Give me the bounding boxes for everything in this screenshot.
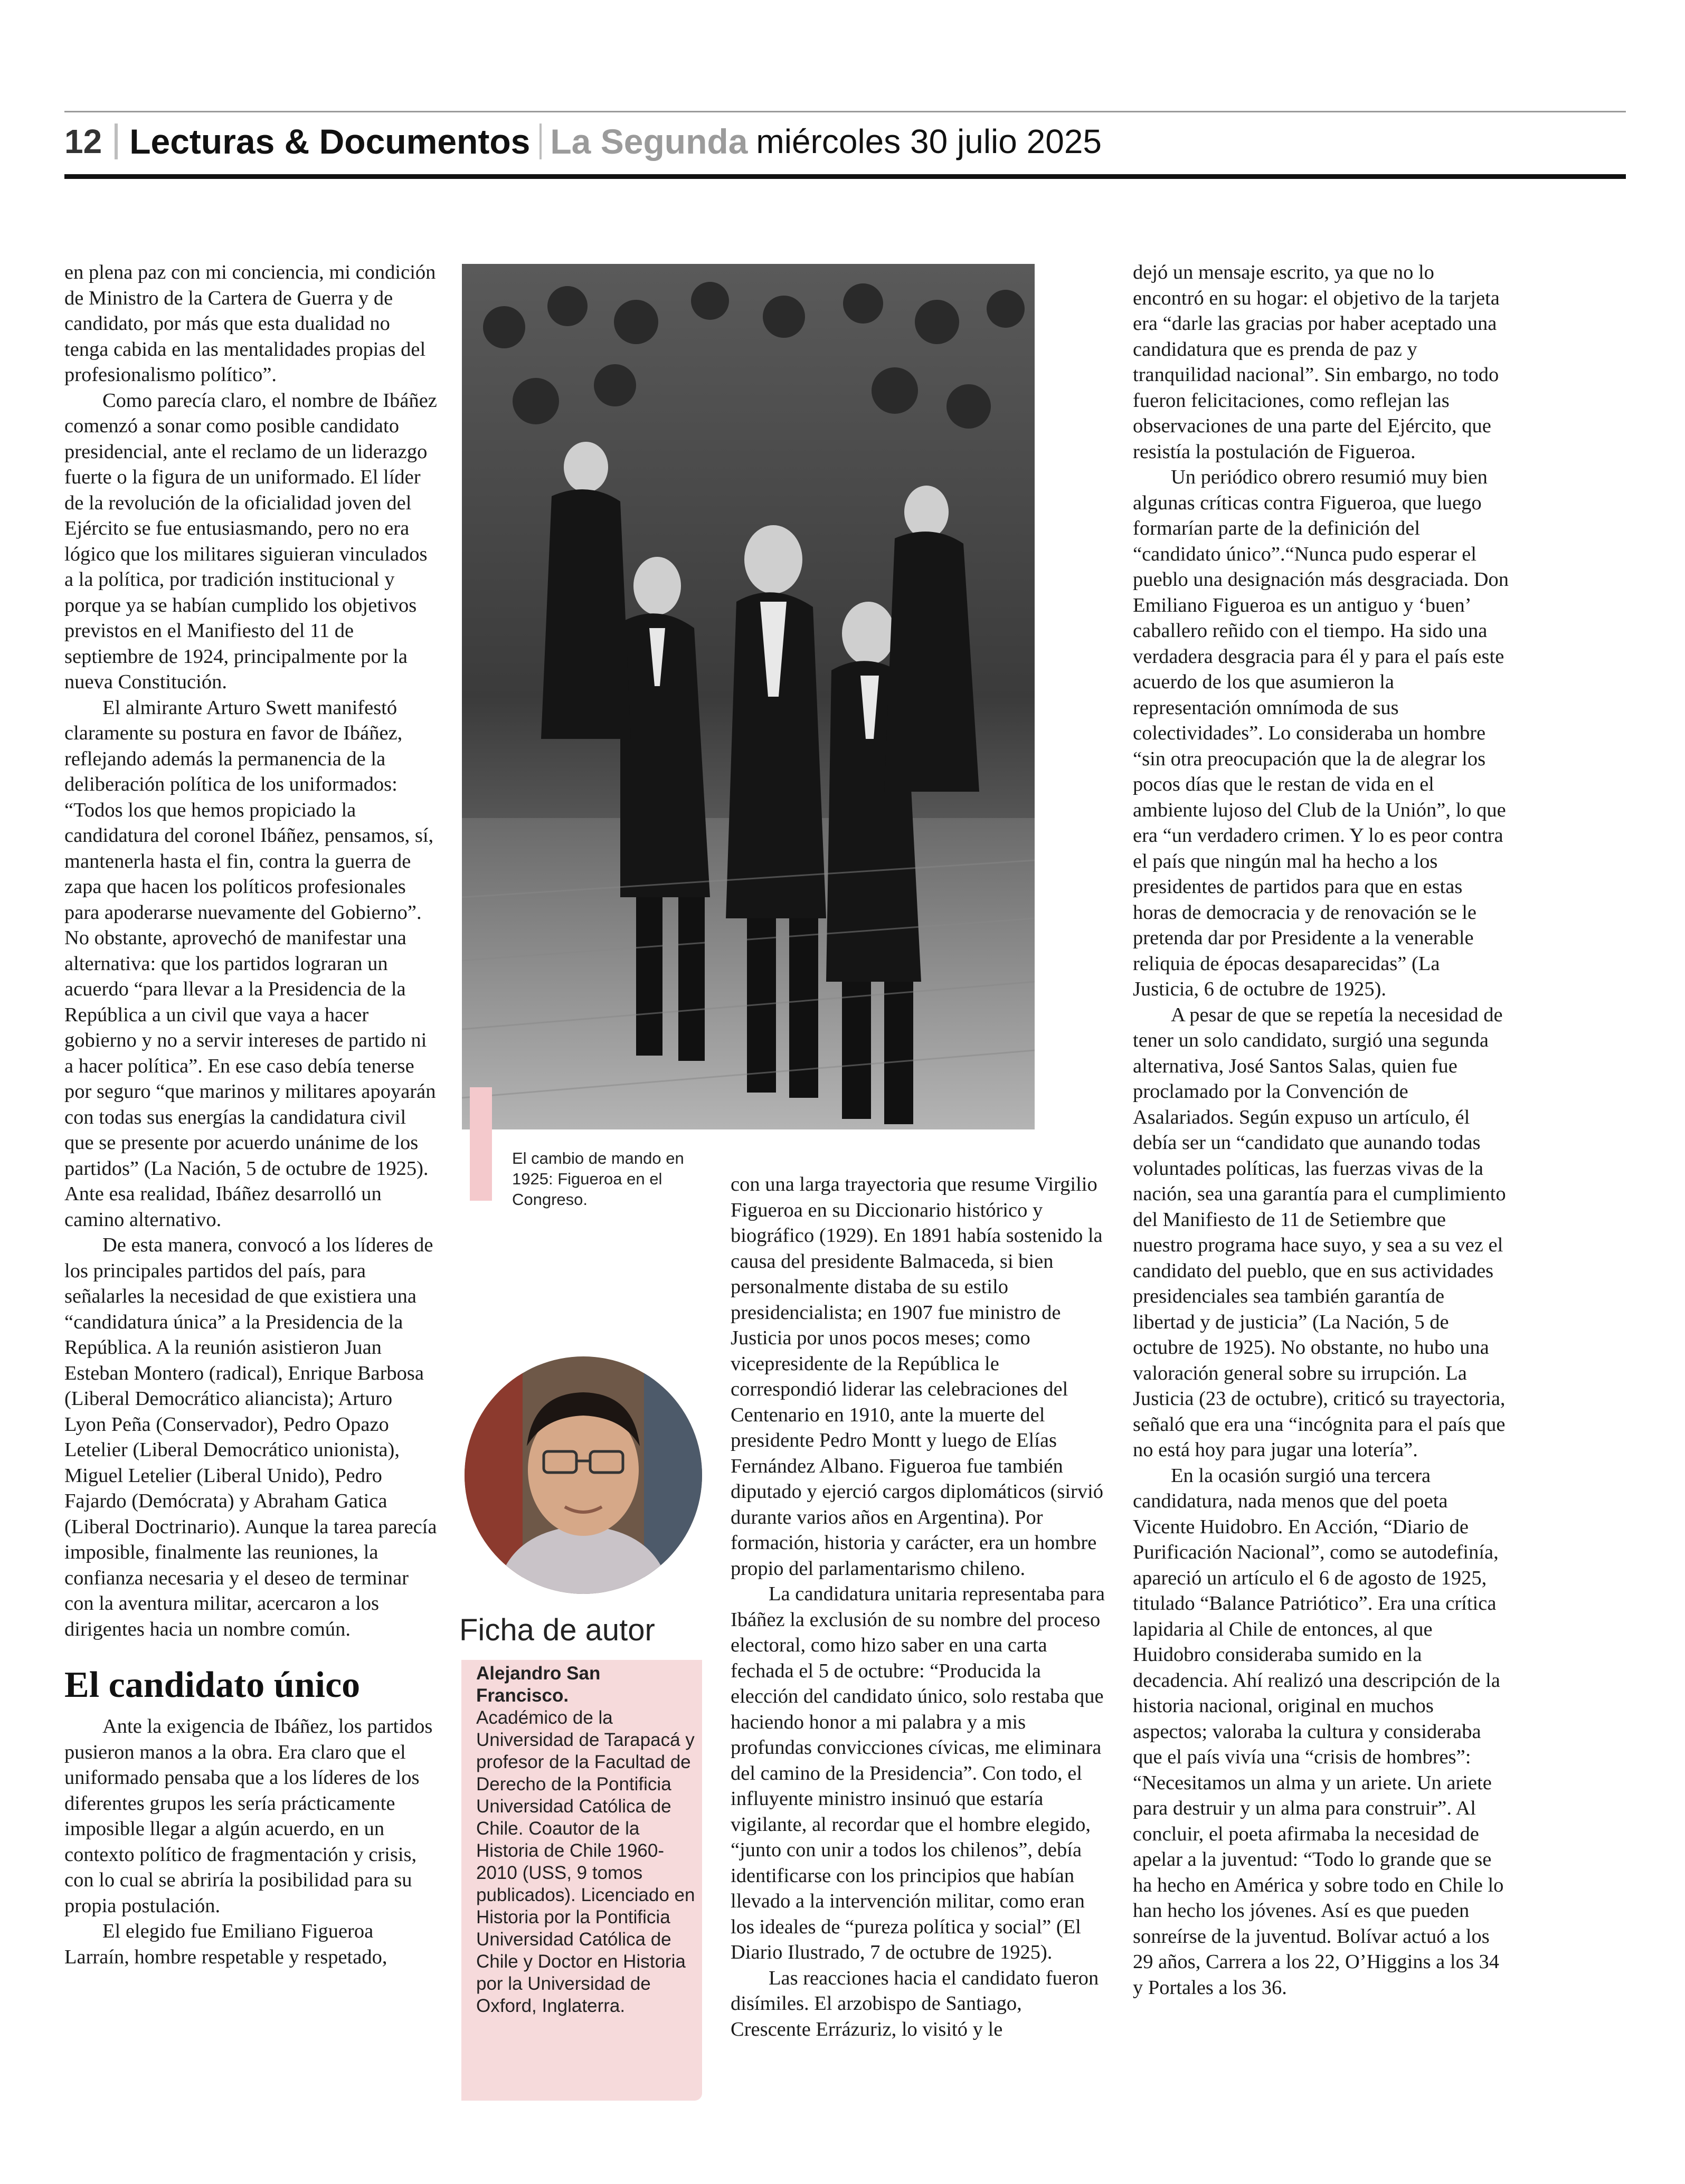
historical-photo — [462, 264, 1035, 1129]
page-header — [64, 116, 1626, 167]
page-number: 12 — [64, 122, 102, 160]
caption-accent — [470, 1087, 492, 1201]
author-box-title: Ficha de autor — [459, 1613, 655, 1647]
paragraph: A pesar de que se repetía la necesidad de tener un solo candidato, surgió una segunda alternativa, José Santos Salas, quien fue proclamado por la Convención de Asalariados. Según expuso un artículo, él debía ser un “candidato que aunando todas voluntades políticas, las fuerzas vivas de la nación, sea una garantía para el cumplimiento del Manifiesto de 11 de Setiembre que nuestro programa hace suyo, y sea a su vez el candidato del pueblo, que en sus actividades presidenciales sea también garantía de libertad y de justicia” (La Nación, 5 de octubre de 1925). No obstante, no hubo una valoración general sobre su irrupción. La Justicia (23 de octubre), criticó su trayectoria, señaló que era una “incógnita para el país que no está hoy para jugar una lotería”. — [1133, 1003, 1506, 1461]
paragraph: En la ocasión surgió una tercera candidatura, nada menos que del poeta Vicente Huidobro. En Acción, “Diario de Purificación Nacional”, como se autodefinía, apareció un artículo el 6 de agosto de 1925, titulado “Balance Patriótico”. Era una crítica lapidaria al Chile de entonces, al que Huidobro consideraba sumido en la decadencia. Ahí realizó una descripción de la historia nacional, original en muchos aspectos; valoraba la cultura y consideraba que el país vivía una “crisis de hombres”: “Necesitamos un alma y un ariete. Un ariete para destruir y un alma para construir”. Al concluir, el poeta afirmaba la necesidad de apelar a la juventud: “Todo lo grande que se ha hecho en América y sobre todo en Chile lo han hecho los jóvenes. Así es que pueden sonreírse de la juventud. Bolívar actuó a los 29 años, Carrera a los 22, O’Higgins a los 34 y Portales a los 36. — [1133, 1464, 1504, 1999]
section-title: Lecturas & Documentos — [129, 122, 531, 161]
author-photo — [465, 1356, 702, 1594]
photo-illustration — [462, 264, 1035, 1129]
author-description: Académico de la Universidad de Tarapacá y profesor de la Facultad de Derecho de la Pontificia Universidad Católica de Chile. Coautor de la Historia de Chile 1960-2010 (USS, 9 tomos publicados). Licenciado en Historia por la Pontificia Universidad Católica de Chile y Doctor en Historia por la Universidad de Oxford, Inglaterra. — [476, 1707, 695, 2016]
header-divider — [539, 124, 542, 159]
paragraph: La candidatura unitaria representaba para Ibáñez la exclusión de su nombre del proceso electoral, como hizo saber en una carta fechada el 5 de octubre: “Producida la elección del candidato único, solo restaba que haciendo honor a mi palabra y a mis profundas convicciones cívicas, me eliminara del camino de la Presidencia”. Con todo, el influyente ministro insinuó que estaría vigilante, al recordar que el hombre elegido, “junto con unir a todos los chilenos”, debía identificarse con los principios que habían llevado a la intervención militar, como eran los ideales de “pureza política y social” (El Diario Ilustrado, 7 de octubre de 1925). — [731, 1583, 1105, 1963]
header-divider — [115, 124, 118, 159]
paragraph: con una larga trayectoria que resume Virgilio Figueroa en su Diccionario histórico y biográfico (1929). En 1891 había sostenido la causa del presidente Balmaceda, si bien personalmente distaba de su estilo presidencialista; en 1907 fue ministro de Justicia por unos pocos meses; como vicepresidente de la República le correspondió liderar las celebraciones del Centenario en 1910, ante la muerte del presidente Pedro Montt y luego de Elías Fernández Albano. Figueroa fue también diputado y ejerció cargos diplomáticos (sirvió durante varios años en Argentina). Por formación, historia y carácter, era un hombre propio del parlamentarismo chileno. — [731, 1173, 1104, 1580]
paragraph: El almirante Arturo Swett manifestó claramente su postura en favor de Ibáñez, reflejando además la permanencia de la deliberación política de los uniformados: “Todos los que hemos propiciado la candidatura del coronel Ibáñez, pensamos, sí, mantenerla hasta el fin, contra la guerra de zapa que hacen los políticos profesionales para apoderarse nuevamente del Gobierno”. No obstante, aprovechó de manifestar una alternativa: que los partidos lograran un acuerdo “para llevar a la Presidencia de la República a un civil que vaya a hacer gobierno y no a servir intereses de partido ni a hacer política”. En ese caso debía tenerse por seguro “que marinos y militares apoyarán con todas sus energías la candidatura civil que se presente por acuerdo unánime de los partidos” (La Nación, 5 de octubre de 1925). Ante esa realidad, Ibáñez desarrolló un camino alternativo. — [64, 696, 436, 1231]
author-bio — [476, 1663, 698, 2017]
author-portrait — [465, 1356, 702, 1594]
article-column-1 — [64, 260, 438, 1970]
subheading: El candidato único — [64, 1665, 361, 1705]
paragraph: Ante la exigencia de Ibáñez, los partidos pusieron manos a la obra. Era claro que el uniformado pensaba que a los líderes de los diferentes grupos les sería prácticamente imposible llegar a algún acuerdo, en un contexto político de fragmentación y crisis, con lo cual se abriría la posibilidad para su propia postulación. — [64, 1715, 433, 1917]
paragraph: dejó un mensaje escrito, ya que no lo encontró en su hogar: el objetivo de la tarjeta era “darle las gracias por haber aceptado una candidatura que es prenda de paz y tranquilidad nacional”. Sin embargo, no todo fueron felicitaciones, como reflejan las observaciones de una parte del Ejército, que resistía la postulación de Figueroa. — [1133, 261, 1500, 463]
article-column-4 — [1133, 260, 1510, 2000]
publication-name: La Segunda — [550, 122, 748, 161]
paragraph: Un periódico obrero resumió muy bien algunas críticas contra Figueroa, que luego formarían parte de la definición del “candidato único”.“Nunca pudo esperar el pueblo una designación más desgraciada. Don Emiliano Figueroa es un antiguo y ‘buen’ caballero reñido con el tiempo. Ha sido una verdadera desgracia para él y para el país este acuerdo de los que asumieron la representación omnímoda de sus colectividades”. Lo consideraba un hombre “sin otra preocupación que la de alegrar los pocos días que le restan de vida en el ambiente lujoso del Club de la Unión”, lo que era “un verdadero crimen. Y lo es peor contra el país que ningún mal ha hecho a los presidentes de partidos para que en estas horas de democracia y de renovación se le pretenda dar por Presidente a la venerable reliquia de épocas desaparecidas” (La Justicia, 6 de octubre de 1925). — [1133, 466, 1509, 1000]
top-rule — [64, 111, 1626, 112]
paragraph: El elegido fue Emiliano Figueroa Larraín, hombre respetable y respetado, — [64, 1920, 387, 1968]
paragraph: Como parecía claro, el nombre de Ibáñez comenzó a sonar como posible candidato presidencial, ante el reclamo de un liderazgo fuerte o la figura de un uniformado. El líder de la revolución de la oficialidad joven del Ejército se fue entusiasmando, pero no era lógico que los militares siguieran vinculados a la política, por tradición institucional y porque ya se habían cumplido los objetivos previstos en el Manifiesto del 11 de septiembre de 1924, principalmente por la nueva Constitución. — [64, 389, 437, 693]
header-rule — [64, 174, 1626, 179]
article-column-3 — [731, 1172, 1106, 2042]
photo-caption: El cambio de mando en 1925: Figueroa en el Congreso. — [512, 1149, 684, 1209]
author-name: Alejandro San Francisco. — [476, 1663, 601, 1706]
issue-date: miércoles 30 julio 2025 — [756, 122, 1102, 160]
paragraph: De esta manera, convocó a los líderes de los principales partidos del país, para señalarles la necesidad de que existiera una “candidatura única” a la Presidencia de la República. A la reunión asistieron Juan Esteban Montero (radical), Enrique Barbosa (Liberal Democrático aliancista); Arturo Lyon Peña (Conservador), Pedro Opazo Letelier (Liberal Democrático unionista), Miguel Letelier (Liberal Unido), Pedro Fajardo (Demócrata) y Abraham Gatica (Liberal Doctrinario). Aunque la tarea parecía imposible, finalmente las reuniones, la confianza necesaria y el deseo de terminar con la aventura militar, acercaron a los dirigentes hacia un nombre común. — [64, 1234, 437, 1640]
paragraph: Las reacciones hacia el candidato fueron disímiles. El arzobispo de Santiago, Crescente Errázuriz, lo visitó y le — [731, 1967, 1099, 2040]
paragraph: en plena paz con mi conciencia, mi condición de Ministro de la Cartera de Guerra y de candidato, por más que esta dualidad no tenga cabida en las mentalidades propias del profesionalismo político”. — [64, 261, 436, 386]
